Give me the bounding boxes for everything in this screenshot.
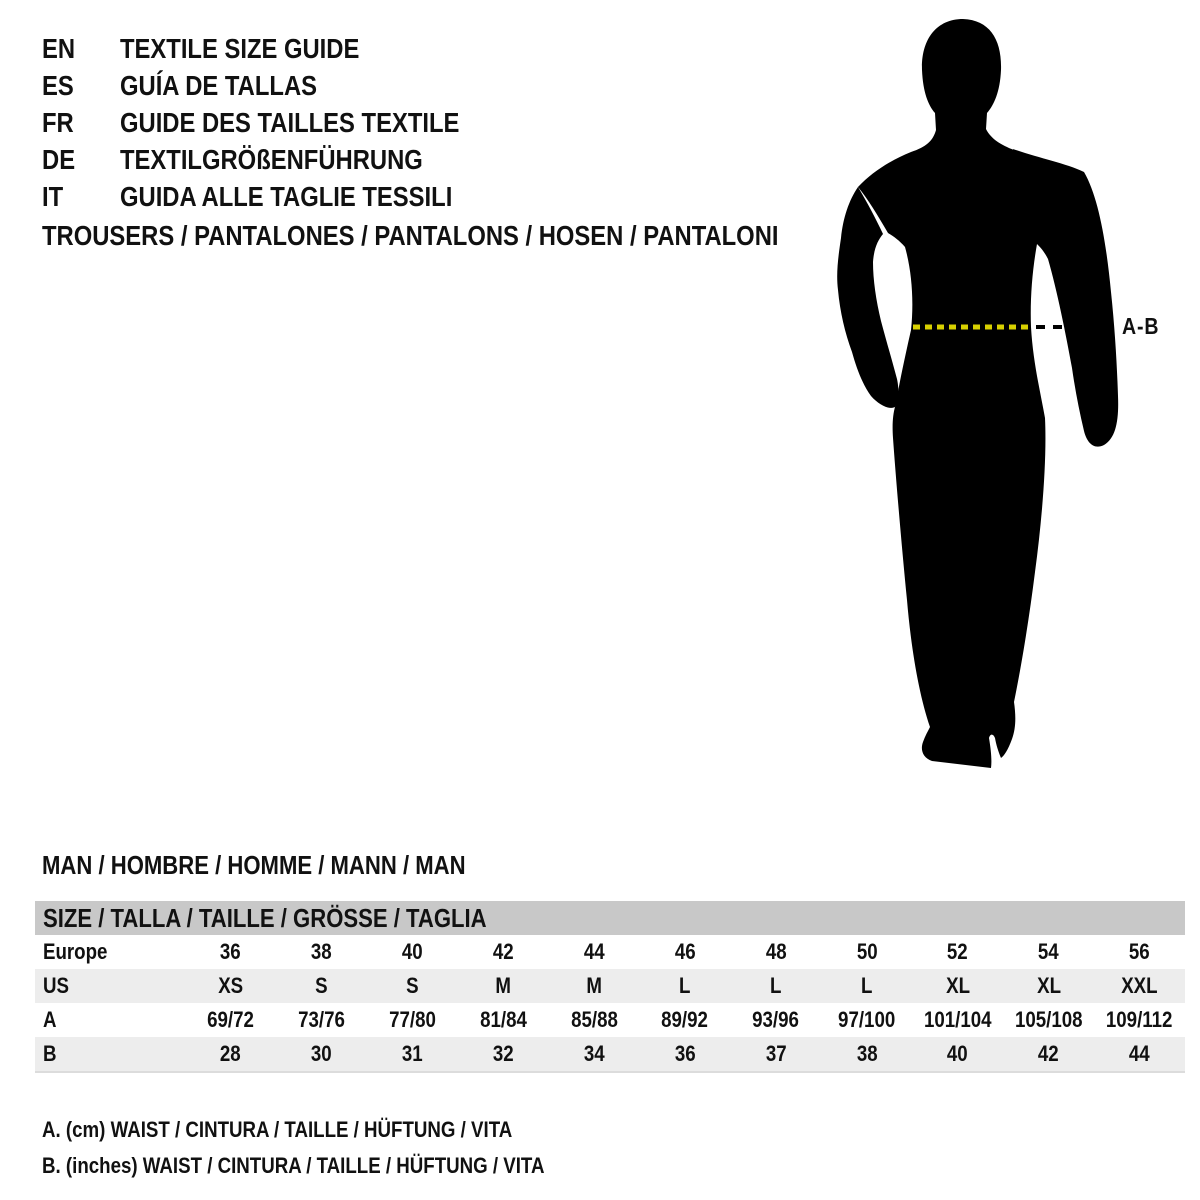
table-cell: 81/84 bbox=[479, 1007, 527, 1032]
table-cell: 37 bbox=[765, 1041, 787, 1066]
table-cell: XL bbox=[1036, 973, 1061, 998]
table-cell: L bbox=[861, 973, 873, 998]
table-cell: 28 bbox=[220, 1041, 241, 1066]
category-title: TROUSERS / PANTALONES / PANTALONS / HOSEN / PANTALONI bbox=[42, 220, 779, 251]
table-cell: 30 bbox=[310, 1041, 332, 1066]
size-table-header: SIZE / TALLA / TAILLE / GRÖSSE / TAGLIA bbox=[35, 901, 1185, 935]
language-row-fr bbox=[42, 104, 519, 141]
language-title: TEXTILGRÖßENFÜHRUNG bbox=[120, 144, 423, 175]
table-cell: 40 bbox=[401, 939, 423, 964]
row-label: B bbox=[43, 1041, 57, 1066]
language-code: ES bbox=[42, 70, 74, 101]
table-cell: 38 bbox=[856, 1041, 878, 1066]
table-cell: 54 bbox=[1038, 939, 1060, 964]
table-cell: 40 bbox=[947, 1041, 969, 1066]
row-label: US bbox=[43, 973, 69, 998]
table-cell: 56 bbox=[1129, 939, 1150, 964]
table-row-a-cm bbox=[35, 1003, 1185, 1037]
gender-title: MAN / HOMBRE / HOMME / MANN / MAN bbox=[42, 850, 466, 880]
language-title-list bbox=[42, 30, 519, 215]
silhouette-right-arm bbox=[1013, 149, 1118, 447]
table-cell: M bbox=[495, 973, 511, 998]
table-cell: 85/88 bbox=[570, 1007, 618, 1032]
measurement-footnotes bbox=[42, 1112, 633, 1184]
row-label: Europe bbox=[43, 939, 108, 964]
table-cell: 36 bbox=[674, 1041, 696, 1066]
table-cell: 48 bbox=[765, 939, 787, 964]
table-cell: L bbox=[770, 973, 782, 998]
table-cell: S bbox=[406, 973, 419, 998]
table-cell: 69/72 bbox=[207, 1007, 254, 1032]
table-cell: 50 bbox=[856, 939, 878, 964]
table-row-b-inches bbox=[35, 1037, 1185, 1071]
table-cell: 38 bbox=[310, 939, 332, 964]
language-title: GUIDE DES TAILLES TEXTILE bbox=[120, 107, 460, 138]
footnote-a: A. (cm) WAIST / CINTURA / TAILLE / HÜFTUNG / VITA bbox=[42, 1117, 513, 1142]
measure-label-ab: A-B bbox=[1122, 313, 1160, 339]
language-code: IT bbox=[42, 181, 64, 212]
size-table bbox=[35, 901, 1185, 1073]
silhouette-body bbox=[858, 19, 1070, 768]
table-cell: 44 bbox=[1129, 1041, 1150, 1066]
footnote-b: B. (inches) WAIST / CINTURA / TAILLE / HÜFTUNG / VITA bbox=[42, 1153, 545, 1178]
table-cell: 34 bbox=[583, 1041, 605, 1066]
table-cell: 101/104 bbox=[923, 1007, 992, 1032]
language-code: EN bbox=[42, 33, 76, 64]
language-code: FR bbox=[42, 107, 74, 138]
table-cell: 73/76 bbox=[297, 1007, 345, 1032]
table-cell: 105/108 bbox=[1014, 1007, 1083, 1032]
table-cell: 93/96 bbox=[752, 1007, 800, 1032]
language-row-es bbox=[42, 67, 519, 104]
table-cell: 97/100 bbox=[838, 1007, 896, 1032]
table-cell: 89/92 bbox=[661, 1007, 709, 1032]
row-label: A bbox=[43, 1007, 57, 1032]
table-cell: L bbox=[679, 973, 691, 998]
table-cell: 36 bbox=[220, 939, 241, 964]
language-code: DE bbox=[42, 144, 76, 175]
table-cell: 32 bbox=[492, 1041, 514, 1066]
table-row-us bbox=[35, 969, 1185, 1003]
language-title: TEXTILE SIZE GUIDE bbox=[120, 33, 360, 64]
table-cell: 77/80 bbox=[388, 1007, 436, 1032]
language-row-en bbox=[42, 30, 519, 67]
table-cell: XXL bbox=[1121, 973, 1158, 998]
language-title: GUIDA ALLE TAGLIE TESSILI bbox=[120, 181, 453, 212]
table-cell: 44 bbox=[583, 939, 605, 964]
table-cell: 52 bbox=[947, 939, 969, 964]
language-row-de bbox=[42, 141, 519, 178]
table-cell: XS bbox=[217, 973, 243, 998]
table-cell: 31 bbox=[401, 1041, 423, 1066]
table-cell: 109/112 bbox=[1106, 1007, 1173, 1032]
table-cell: S bbox=[315, 973, 328, 998]
table-cell: XL bbox=[945, 973, 970, 998]
table-cell: M bbox=[586, 973, 602, 998]
table-cell: 42 bbox=[1038, 1041, 1060, 1066]
table-cell: 46 bbox=[674, 939, 696, 964]
table-row-europe bbox=[35, 935, 1185, 969]
table-cell: 42 bbox=[492, 939, 514, 964]
language-title: GUÍA DE TALLAS bbox=[120, 70, 318, 101]
language-row-it bbox=[42, 178, 519, 215]
